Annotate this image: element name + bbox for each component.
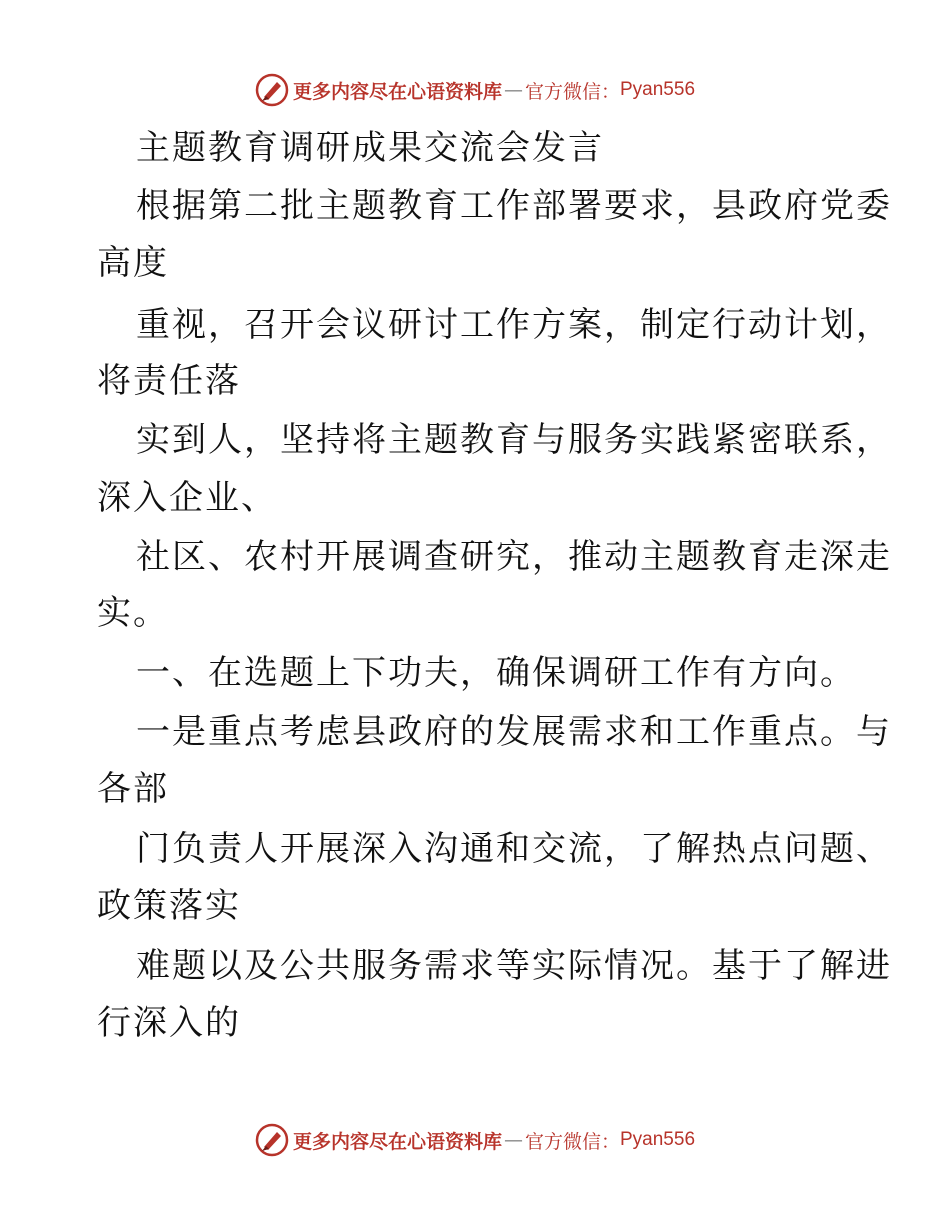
text-line: 实。 [97,593,169,633]
document-title: 主题教育调研成果交流会发言 [136,128,604,168]
pen-logo-icon [255,1123,289,1157]
text-line: 各部 [97,769,169,809]
text-line: 实到人，坚持将主题教育与服务实践紧密联系， [136,420,892,460]
text-line: 社区、农村开展调查研究，推动主题教育走深走 [136,537,892,577]
watermark-site-text: 更多内容尽在心语资料库 [292,80,502,103]
section-heading: 一、在选题上下功夫，确保调研工作有方向。 [136,653,856,693]
text-line: 难题以及公共服务需求等实际情况。基于了解进 [136,946,892,986]
footer-watermark-banner [0,1120,950,1160]
text-line: 重视，召开会议研讨工作方案，制定行动计划， [136,305,892,345]
watermark-wechat-label: 官方微信： [524,1130,620,1153]
watermark-dash: — [503,1129,523,1151]
text-line: 政策落实 [97,886,241,926]
watermark-wechat-id: Pyan556 [620,1129,696,1150]
header-watermark-banner [0,70,950,110]
text-line: 根据第二批主题教育工作部署要求，县政府党委 [136,186,892,226]
text-line: 门负责人开展深入沟通和交流，了解热点问题、 [136,829,892,869]
text-line: 深入企业、 [97,478,277,518]
watermark-wechat-id: Pyan556 [620,79,696,100]
text-line: 行深入的 [97,1003,241,1043]
watermark-dash: — [503,79,523,101]
watermark-wechat-label: 官方微信： [524,80,620,103]
pen-logo-icon [255,73,289,107]
watermark-site-text: 更多内容尽在心语资料库 [292,1130,502,1153]
text-line: 一是重点考虑县政府的发展需求和工作重点。与 [136,712,892,752]
text-line: 将责任落 [97,361,241,401]
text-line: 高度 [97,243,169,283]
